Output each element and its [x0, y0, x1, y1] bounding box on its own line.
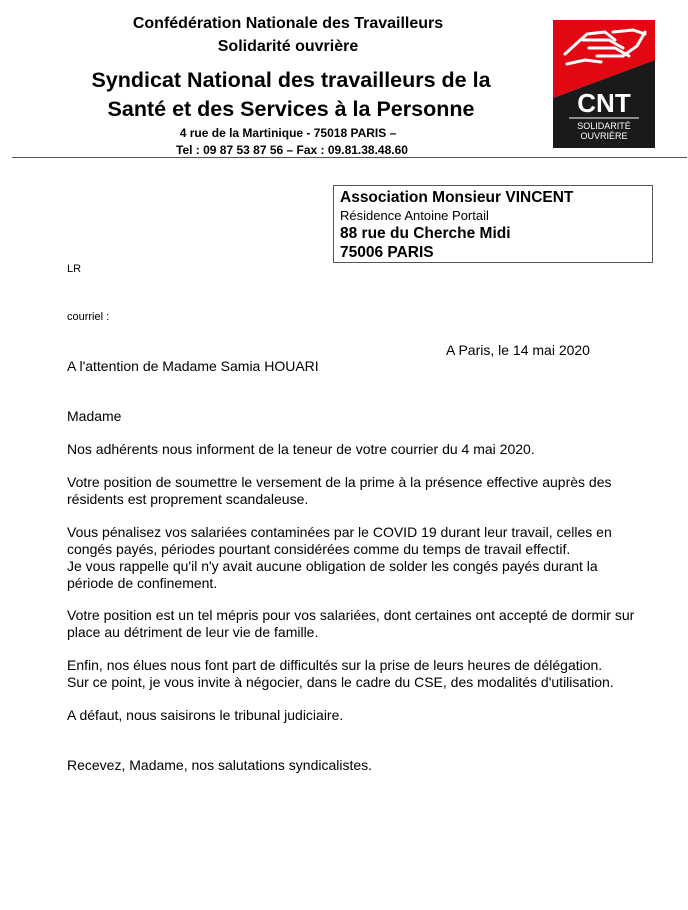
confederation-title: Confédération Nationale des Travailleurs: [132, 15, 444, 32]
paragraph-3b: Je vous rappelle qu'il n'y avait aucune obligation de solder les congés payés durant la période de confinement.: [67, 558, 598, 591]
closing: Recevez, Madame, nos salutations syndicalistes.: [67, 757, 373, 773]
union-address: 4 rue de la Martinique - 75018 PARIS –: [179, 126, 397, 140]
paragraph-5: Enfin, nos élues nous font part de difficultés sur la prise de leurs heures de délégation.: [67, 657, 603, 673]
union-name-line1: Syndicat National des travailleurs de la: [91, 68, 491, 92]
letter-date: A Paris, le 14 mai 2020: [446, 342, 590, 358]
attention-line: A l'attention de Madame Samia HOUARI: [67, 358, 319, 374]
salutation: Madame: [67, 408, 122, 424]
recipient-address-box: [333, 185, 653, 263]
recipient-city: 75006 PARIS: [340, 244, 434, 261]
cnt-logo-graphic: [553, 20, 655, 148]
paragraph-6: A défaut, nous saisirons le tribunal judiciaire.: [67, 707, 344, 723]
header-divider: [12, 157, 687, 158]
recipient-name: Association Monsieur VINCENT: [340, 189, 574, 206]
recipient-residence: Résidence Antoine Portail: [340, 208, 489, 223]
courriel-label: courriel :: [67, 311, 110, 323]
recipient-street: 88 rue du Cherche Midi: [340, 225, 511, 242]
union-name-line2: Santé et des Services à la Personne: [107, 97, 475, 121]
paragraph-3: Vous pénalisez vos salariées contaminées par le COVID 19 durant leur travail, celles en congés payés, périodes pourtant considérées comme du temps de travail effectif.: [67, 524, 612, 557]
union-contact: Tel : 09 87 53 87 56 – Fax : 09.81.38.48.60: [176, 143, 408, 157]
cnt-logo: [553, 20, 655, 148]
logo-tagline-2: OUVRIÈRE: [580, 131, 628, 141]
logo-tagline-1: SOLIDARITÉ: [577, 121, 631, 131]
solidarity-subtitle: Solidarité ouvrière: [217, 38, 359, 55]
paragraph-1: Nos adhérents nous informent de la teneur de votre courrier du 4 mai 2020.: [67, 441, 535, 457]
paragraph-2: Votre position de soumettre le versement de la prime à la présence effective auprès des résidents est proprement scandaleuse.: [67, 474, 612, 507]
paragraph-5b: Sur ce point, je vous invite à négocier, dans le cadre du CSE, des modalités d'utilisation.: [67, 674, 614, 690]
paragraph-4: Votre position est un tel mépris pour vos salariées, dont certaines ont accepté de dormir sur place au détriment de leur vie de famille.: [67, 607, 635, 640]
lr-label: LR: [67, 263, 82, 275]
logo-acronym: CNT: [577, 88, 631, 118]
